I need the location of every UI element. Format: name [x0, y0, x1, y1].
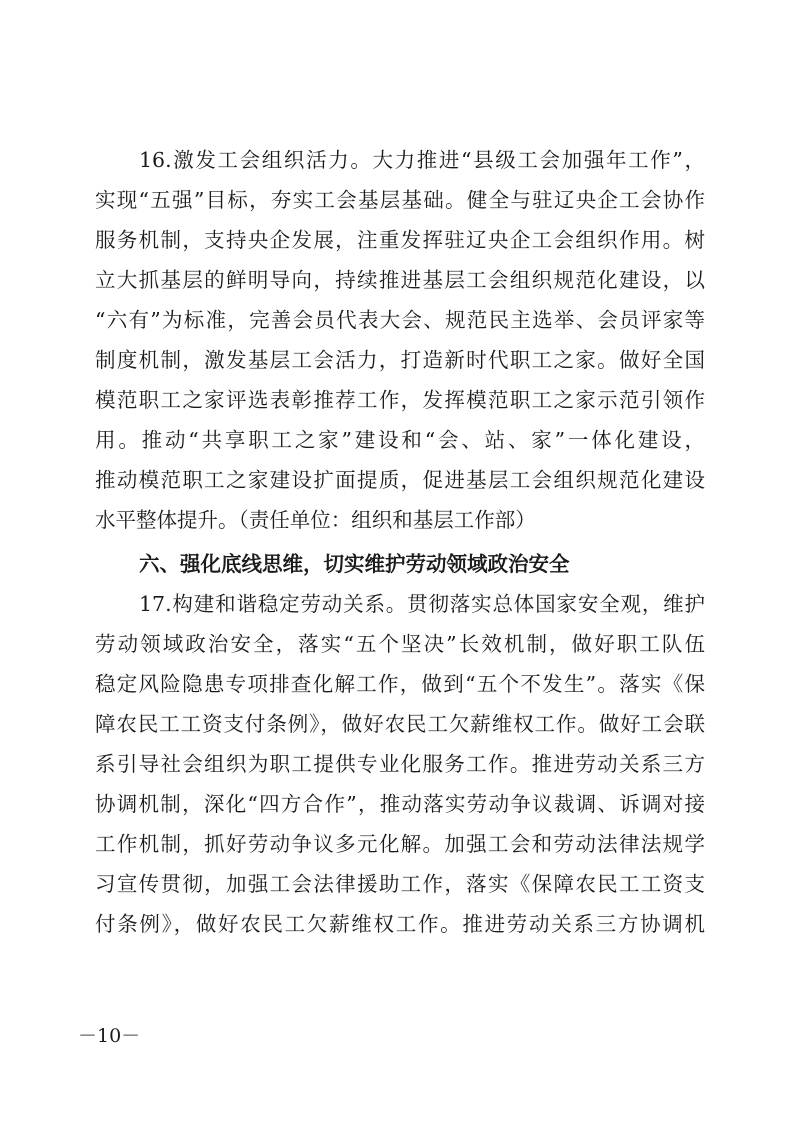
- section-heading: 六、强化底线思维，切实维护劳动领域政治安全: [139, 552, 570, 576]
- paragraph-line: 17.构建和谐稳定劳动关系。贯彻落实总体国家安全观，维护: [139, 592, 705, 616]
- paragraph-line: 推动模范职工之家建设扩面提质，促进基层工会组织规范化建设: [95, 468, 705, 492]
- paragraph-line: 立大抓基层的鲜明导向，持续推进基层工会组织规范化建设，以: [95, 268, 705, 292]
- paragraph-line: 习宣传贯彻，加强工会法律援助工作，落实《保障农民工工资支: [95, 872, 705, 896]
- paragraph-section-17: [95, 584, 705, 944]
- paragraph-line: 工作机制，抓好劳动争议多元化解。加强工会和劳动法律法规学: [95, 832, 705, 856]
- paragraph-line: 协调机制，深化“四方合作”，推动落实劳动争议裁调、诉调对接: [95, 792, 705, 816]
- paragraph-line: “六有”为标准，完善会员代表大会、规范民主选举、会员评家等: [95, 308, 705, 332]
- paragraph-line: 系引导社会组织为职工提供专业化服务工作。推进劳动关系三方: [95, 752, 705, 776]
- paragraph-line: 服务机制，支持央企发展，注重发挥驻辽央企工会组织作用。树: [95, 228, 705, 252]
- page-number: －10－: [78, 1025, 141, 1047]
- paragraph-line: 障农民工工资支付条例》，做好农民工欠薪维权工作。做好工会联: [95, 712, 705, 736]
- paragraph-line: 16.激发工会组织活力。大力推进“县级工会加强年工作”，: [139, 148, 705, 172]
- paragraph-line: 水平整体提升。（责任单位：组织和基层工作部）: [95, 508, 536, 532]
- paragraph-line: 劳动领域政治安全，落实“五个坚决”长效机制，做好职工队伍: [95, 632, 705, 656]
- paragraph-line: 制度机制，激发基层工会活力，打造新时代职工之家。做好全国: [95, 348, 705, 372]
- paragraph-line: 付条例》，做好农民工欠薪维权工作。推进劳动关系三方协调机: [95, 912, 705, 936]
- paragraph-line: 实现“五强”目标，夯实工会基层基础。健全与驻辽央企工会协作: [95, 188, 705, 212]
- paragraph-line: 稳定风险隐患专项排查化解工作，做到“五个不发生”。落实《保: [95, 672, 705, 696]
- paragraph-line: 模范职工之家评选表彰推荐工作，发挥模范职工之家示范引领作: [95, 388, 705, 412]
- paragraph-section-16: [95, 140, 705, 540]
- paragraph-line: 用。推动“共享职工之家”建设和“会、站、家”一体化建设，: [95, 428, 705, 452]
